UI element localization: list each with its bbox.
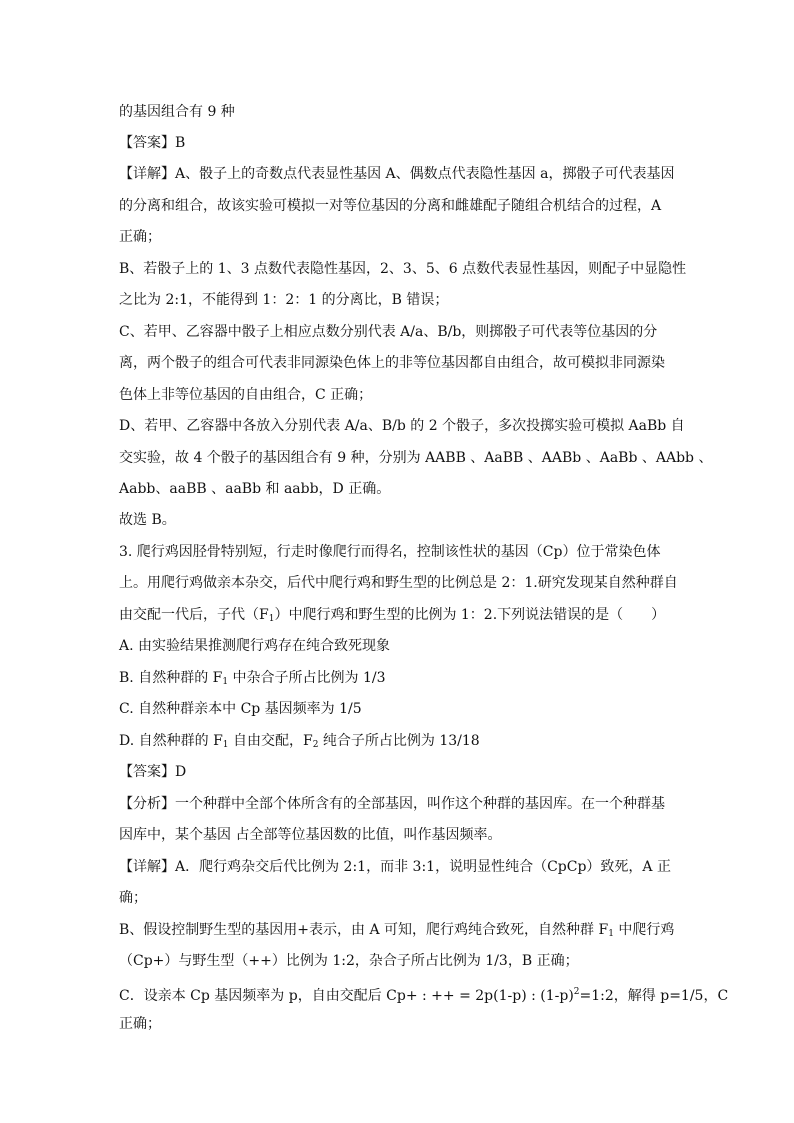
text-line: Aabb、aaBB 、aaBb 和 aabb，D 正确。: [119, 481, 391, 497]
text-line: 的分离和组合，故该实验可模拟一对等位基因的分离和雌雄配子随组合机结合的过程，A: [119, 198, 662, 214]
subscript: 1: [222, 677, 229, 687]
subscript: 1: [268, 614, 275, 624]
text-line: 【详解】A、骰子上的奇数点代表显性基因 A、偶数点代表隐性基因 a，掷骰子可代表基因: [119, 166, 675, 182]
text-line: 离，两个骰子的组合可代表非同源染色体上的非等位基因都自由组合，故可模拟非同源染: [119, 355, 665, 371]
text-line: 【分析】一个种群中全部个体所含有的全部基因，叫作这个种群的基因库。在一个种群基: [119, 796, 665, 812]
superscript: 2: [573, 987, 580, 997]
text-fragment: 自由交配，F: [228, 733, 313, 749]
text-fragment: =1:2，解得 p=1/5，C: [579, 988, 729, 1004]
text-line: 之比为 2:1，不能得到 1：2：1 的分离比，B 错误；: [119, 292, 449, 308]
text-fragment: B、假设控制野生型的基因用+表示，由 A 可知，爬行鸡纯合致死，自然种群 F: [119, 922, 609, 938]
option-c: C. 自然种群亲本中 Cp 基因频率为 1/5: [119, 701, 362, 717]
option-a: A. 由实验结果推测爬行鸡存在纯合致死现象: [119, 638, 391, 654]
text-fragment: D. 自然种群的 F: [119, 733, 223, 749]
text-line: C、若甲、乙容器中骰子上相应点数分别代表 A/a、B/b，则掷骰子可代表等位基因的分: [119, 324, 658, 340]
text-line: （Cp+）与野生型（++）比例为 1:2，杂合子所占比例为 1/3，B 正确；: [119, 953, 579, 969]
subscript: 1: [608, 929, 614, 939]
text-line: 确；: [119, 890, 147, 906]
text-fragment: B. 自然种群的 F: [119, 670, 223, 686]
text-fragment: ）中爬行鸡和野生型的比例为 1：2.下列说法错误的是（ ）: [274, 607, 666, 623]
question-stem: 上。用爬行鸡做亲本杂交，后代中爬行鸡和野生型的比例总是 2：1.研究发现某自然种群自: [119, 575, 678, 591]
question-stem: 3. 爬行鸡因胫骨特别短，行走时像爬行而得名，控制该性状的基因（Cp）位于常染色体: [119, 544, 661, 560]
question-stem: [119, 606, 665, 628]
text-line: 正确；: [119, 1016, 161, 1032]
text-line: 交实验，故 4 个骰子的基因组合有 9 种，分别为 AABB 、AaBB 、AABb 、AaBb 、AAbb 、: [119, 450, 713, 466]
text-line: D、若甲、乙容器中各放入分别代表 A/a、B/b 的 2 个骰子，多次投掷实验可模拟 AaBb 自: [119, 418, 685, 434]
subscript: 2: [312, 740, 319, 750]
text-line: 正确；: [119, 229, 161, 245]
answer-label: 【答案】B: [119, 135, 186, 151]
text-line: 因库中，某个基因 占全部等位基因数的比值，叫作基因频率。: [119, 827, 502, 843]
answer-label: 【答案】D: [119, 764, 187, 780]
text-fragment: 由交配一代后，子代（F: [119, 607, 269, 623]
subscript: 1: [222, 740, 229, 750]
text-fragment: 纯合子所占比例为 13/18: [318, 733, 480, 749]
text-line: 色体上非等位基因的自由组合，C 正确；: [119, 387, 373, 403]
text-line: 的基因组合有 9 种: [119, 104, 235, 120]
text-fragment: C．设亲本 Cp 基因频率为 p，自由交配后 Cp+ : ++ = 2p(1-p) : (1-p): [119, 988, 574, 1004]
text-line: [119, 921, 674, 943]
text-fragment: 中杂合子所占比例为 1/3: [228, 670, 386, 686]
option-d: [119, 732, 480, 754]
text-line: B、若骰子上的 1、3 点数代表隐性基因，2、3、5、6 点数代表显性基因，则配子中显隐性: [119, 261, 687, 277]
text-fragment: 中爬行鸡: [613, 922, 675, 938]
text-line: [119, 983, 728, 1005]
text-line: 故选 B。: [119, 512, 176, 528]
text-line: 【详解】A．爬行鸡杂交后代比例为 2:1，而非 3:1，说明显性纯合（CpCp）致死，A 正: [119, 859, 671, 875]
option-b: [119, 669, 386, 691]
